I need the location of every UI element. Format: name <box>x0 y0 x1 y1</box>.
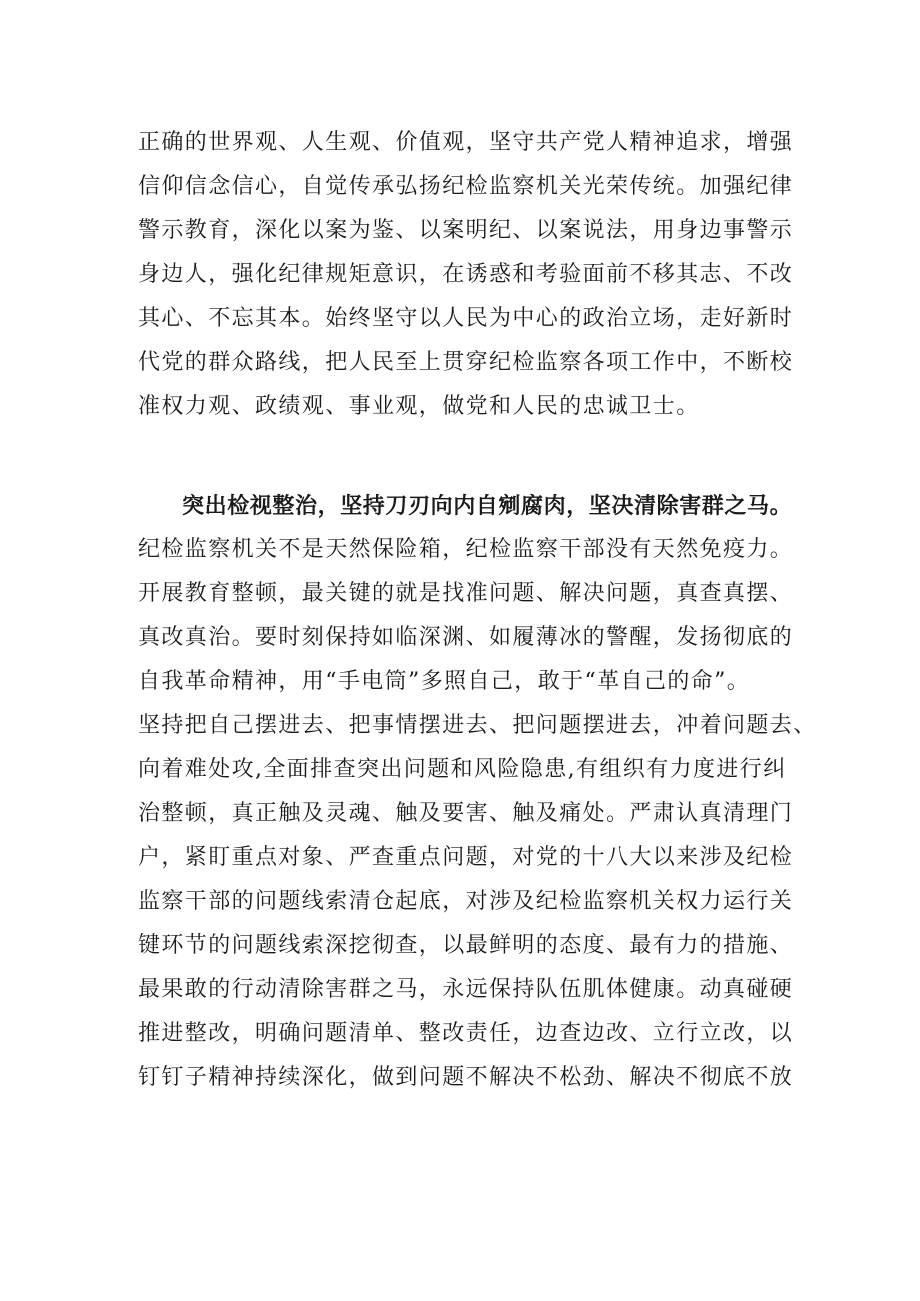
paragraph-line: 键环节的问题线索深挖彻查，以最鲜明的态度、最有力的措施、 <box>138 933 794 958</box>
paragraph-2 <box>138 484 817 1100</box>
paragraph-line: 纪检监察机关不是天然保险箱，纪检监察干部没有天然免疫力。 <box>138 537 794 562</box>
paragraph-heading-line <box>138 484 798 528</box>
paragraph-1 <box>138 121 798 429</box>
paragraph-line: 警示教育，深化以案为鉴、以案明纪、以案说法，用身边事警示 <box>138 218 794 243</box>
paragraph-line: 推进整改，明确问题清单、整改责任，边查边改、立行立改，以 <box>138 1021 794 1046</box>
paragraph-line: 户，紧盯重点对象、严查重点问题，对党的十八大以来涉及纪检 <box>138 845 794 870</box>
paragraph-line: 开展教育整顿，最关键的就是找准问题、解决问题，真查真摆、 <box>138 581 794 606</box>
paragraph-line: 真改真治。要时刻保持如临深渊、如履薄冰的警醒，发扬彻底的 <box>138 625 794 650</box>
paragraph-line: 向着难处攻,全面排查突出问题和风险隐患,有组织有力度进行纠 <box>138 757 787 782</box>
paragraph-line: 身边人，强化纪律规矩意识，在诱惑和考验面前不移其志、不改 <box>138 262 794 287</box>
paragraph-line: 自我革命精神，用“手电筒”多照自己，敢于“革自己的命”。 <box>138 669 751 694</box>
paragraph-line: 监察干部的问题线索清仓起底，对涉及纪检监察机关权力运行关 <box>138 889 794 914</box>
paragraph-line: 钉钉子精神持续深化，做到问题不解决不松劲、解决不彻底不放 <box>138 1065 794 1090</box>
paragraph-line: 信仰信念信心，自觉传承弘扬纪检监察机关光荣传统。加强纪律 <box>138 174 794 199</box>
paragraph-heading: 突出检视整治，坚持刀刃向内自剜腐肉，坚决清除害群之马。 <box>182 493 793 519</box>
paragraph-line: 代党的群众路线，把人民至上贯穿纪检监察各项工作中，不断校 <box>138 350 794 375</box>
paragraph-line: 最果敢的行动清除害群之马，永远保持队伍肌体健康。动真碰硬 <box>138 977 794 1002</box>
paragraph-line: 治整顿，真正触及灵魂、触及要害、触及痛处。严肃认真清理门 <box>138 801 794 826</box>
paragraph-line: 坚持把自己摆进去、把事情摆进去、把问题摆进去，冲着问题去、 <box>138 713 817 738</box>
paragraph-line: 其心、不忘其本。始终坚守以人民为中心的政治立场，走好新时 <box>138 306 794 331</box>
paragraph-line: 正确的世界观、人生观、价值观，坚守共产党人精神追求，增强 <box>138 130 794 155</box>
paragraph-line: 准权力观、政绩观、事业观，做党和人民的忠诚卫士。 <box>138 394 700 419</box>
